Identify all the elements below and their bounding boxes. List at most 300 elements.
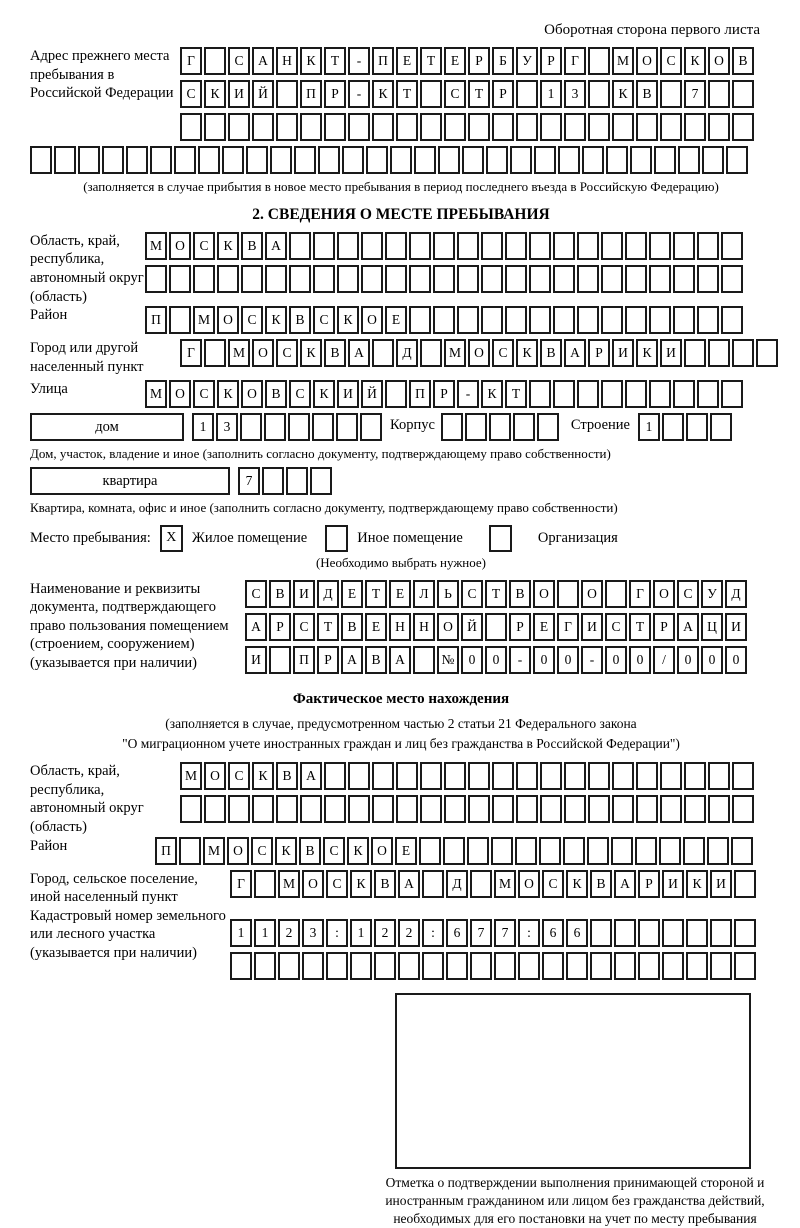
char-box[interactable]: О <box>653 580 675 608</box>
char-box[interactable] <box>707 837 729 865</box>
char-box[interactable]: К <box>265 306 287 334</box>
char-box[interactable]: М <box>444 339 466 367</box>
char-box[interactable] <box>492 762 514 790</box>
char-box[interactable] <box>390 146 412 174</box>
char-box[interactable]: Й <box>461 613 483 641</box>
char-box[interactable] <box>563 837 585 865</box>
stay-option-organization-checkbox[interactable] <box>489 525 512 552</box>
char-box[interactable] <box>302 952 324 980</box>
char-box[interactable]: № <box>437 646 459 674</box>
char-box[interactable] <box>625 306 647 334</box>
char-box[interactable]: О <box>581 580 603 608</box>
char-box[interactable]: - <box>581 646 603 674</box>
char-box[interactable] <box>414 146 436 174</box>
char-box[interactable] <box>588 762 610 790</box>
char-box[interactable]: Й <box>252 80 274 108</box>
char-box[interactable] <box>529 306 551 334</box>
char-box[interactable] <box>150 146 172 174</box>
char-box[interactable] <box>457 265 479 293</box>
char-box[interactable]: Т <box>396 80 418 108</box>
char-box[interactable] <box>605 580 627 608</box>
char-box[interactable] <box>732 113 754 141</box>
char-box[interactable] <box>588 80 610 108</box>
char-box[interactable] <box>708 762 730 790</box>
char-box[interactable] <box>324 113 346 141</box>
char-box[interactable]: О <box>708 47 730 75</box>
char-box[interactable]: А <box>300 762 322 790</box>
char-box[interactable]: 0 <box>461 646 483 674</box>
char-box[interactable] <box>492 113 514 141</box>
char-box[interactable]: В <box>509 580 531 608</box>
char-box[interactable] <box>193 265 215 293</box>
char-box[interactable]: А <box>341 646 363 674</box>
char-box[interactable]: К <box>313 380 335 408</box>
char-box[interactable]: 0 <box>485 646 507 674</box>
char-box[interactable] <box>241 265 263 293</box>
char-box[interactable]: К <box>217 232 239 260</box>
char-box[interactable]: Е <box>395 837 417 865</box>
char-box[interactable] <box>300 113 322 141</box>
char-box[interactable] <box>254 870 276 898</box>
char-box[interactable] <box>372 762 394 790</box>
char-box[interactable]: С <box>251 837 273 865</box>
char-box[interactable]: Р <box>588 339 610 367</box>
char-box[interactable] <box>553 380 575 408</box>
char-box[interactable] <box>240 413 262 441</box>
char-box[interactable] <box>289 265 311 293</box>
char-box[interactable] <box>673 306 695 334</box>
char-box[interactable] <box>515 837 537 865</box>
char-box[interactable] <box>361 232 383 260</box>
char-box[interactable]: Т <box>468 80 490 108</box>
char-box[interactable] <box>470 870 492 898</box>
char-box[interactable]: О <box>204 762 226 790</box>
char-box[interactable] <box>470 952 492 980</box>
char-box[interactable]: - <box>457 380 479 408</box>
char-box[interactable] <box>228 795 250 823</box>
char-box[interactable] <box>686 919 708 947</box>
char-box[interactable]: О <box>227 837 249 865</box>
char-box[interactable] <box>721 306 743 334</box>
char-box[interactable]: С <box>241 306 263 334</box>
char-box[interactable]: М <box>145 232 167 260</box>
char-box[interactable]: М <box>228 339 250 367</box>
char-box[interactable]: С <box>293 613 315 641</box>
char-box[interactable] <box>204 339 226 367</box>
char-box[interactable] <box>683 837 705 865</box>
char-box[interactable] <box>686 952 708 980</box>
char-box[interactable] <box>465 413 487 441</box>
char-box[interactable]: В <box>636 80 658 108</box>
char-box[interactable]: К <box>337 306 359 334</box>
char-box[interactable]: Р <box>492 80 514 108</box>
char-box[interactable]: / <box>653 646 675 674</box>
char-box[interactable]: Р <box>468 47 490 75</box>
char-box[interactable] <box>756 339 778 367</box>
char-box[interactable] <box>542 952 564 980</box>
char-box[interactable] <box>601 265 623 293</box>
char-box[interactable] <box>409 232 431 260</box>
char-box[interactable] <box>505 232 527 260</box>
char-box[interactable]: К <box>300 339 322 367</box>
char-box[interactable]: Р <box>433 380 455 408</box>
char-box[interactable]: К <box>636 339 658 367</box>
char-box[interactable]: 1 <box>638 413 660 441</box>
char-box[interactable]: 0 <box>533 646 555 674</box>
char-box[interactable] <box>539 837 561 865</box>
char-box[interactable] <box>721 380 743 408</box>
char-box[interactable] <box>468 113 490 141</box>
char-box[interactable]: В <box>276 762 298 790</box>
char-box[interactable]: А <box>245 613 267 641</box>
char-box[interactable] <box>288 413 310 441</box>
char-box[interactable]: Г <box>180 339 202 367</box>
char-box[interactable]: И <box>662 870 684 898</box>
char-box[interactable] <box>649 232 671 260</box>
char-box[interactable]: : <box>518 919 540 947</box>
char-box[interactable] <box>324 795 346 823</box>
char-box[interactable]: С <box>245 580 267 608</box>
char-box[interactable]: Н <box>276 47 298 75</box>
char-box[interactable]: 3 <box>564 80 586 108</box>
char-box[interactable] <box>413 646 435 674</box>
char-box[interactable] <box>262 467 284 495</box>
char-box[interactable] <box>708 339 730 367</box>
char-box[interactable] <box>348 795 370 823</box>
char-box[interactable]: - <box>348 47 370 75</box>
char-box[interactable] <box>612 762 634 790</box>
char-box[interactable] <box>204 47 226 75</box>
char-box[interactable] <box>636 762 658 790</box>
char-box[interactable]: С <box>313 306 335 334</box>
char-box[interactable] <box>516 113 538 141</box>
char-box[interactable]: С <box>677 580 699 608</box>
char-box[interactable] <box>318 146 340 174</box>
char-box[interactable]: Т <box>505 380 527 408</box>
char-box[interactable]: 1 <box>230 919 252 947</box>
char-box[interactable]: 0 <box>725 646 747 674</box>
char-box[interactable]: В <box>590 870 612 898</box>
char-box[interactable] <box>625 232 647 260</box>
stay-option-residential-checkbox[interactable]: X <box>160 525 183 552</box>
char-box[interactable] <box>489 413 511 441</box>
char-box[interactable] <box>494 952 516 980</box>
char-box[interactable] <box>30 146 52 174</box>
char-box[interactable]: О <box>169 232 191 260</box>
char-box[interactable] <box>326 952 348 980</box>
char-box[interactable]: К <box>686 870 708 898</box>
char-box[interactable] <box>540 762 562 790</box>
char-box[interactable] <box>518 952 540 980</box>
char-box[interactable] <box>180 113 202 141</box>
char-box[interactable] <box>385 232 407 260</box>
char-box[interactable]: Е <box>341 580 363 608</box>
char-box[interactable] <box>516 762 538 790</box>
char-box[interactable]: Р <box>653 613 675 641</box>
char-box[interactable] <box>630 146 652 174</box>
char-box[interactable] <box>516 795 538 823</box>
char-box[interactable]: С <box>276 339 298 367</box>
char-box[interactable] <box>588 47 610 75</box>
char-box[interactable]: Р <box>638 870 660 898</box>
char-box[interactable]: Р <box>540 47 562 75</box>
char-box[interactable]: А <box>614 870 636 898</box>
char-box[interactable]: Г <box>230 870 252 898</box>
char-box[interactable] <box>372 339 394 367</box>
char-box[interactable] <box>420 80 442 108</box>
char-box[interactable] <box>444 795 466 823</box>
char-box[interactable] <box>270 146 292 174</box>
char-box[interactable]: П <box>145 306 167 334</box>
char-box[interactable]: 0 <box>629 646 651 674</box>
char-box[interactable]: Г <box>557 613 579 641</box>
char-box[interactable]: С <box>193 380 215 408</box>
char-box[interactable] <box>553 306 575 334</box>
char-box[interactable] <box>374 952 396 980</box>
char-box[interactable] <box>342 146 364 174</box>
char-box[interactable]: Р <box>509 613 531 641</box>
char-box[interactable] <box>587 837 609 865</box>
char-box[interactable]: В <box>299 837 321 865</box>
char-box[interactable] <box>419 837 441 865</box>
char-box[interactable] <box>217 265 239 293</box>
char-box[interactable] <box>601 232 623 260</box>
char-box[interactable]: В <box>269 580 291 608</box>
char-box[interactable] <box>582 146 604 174</box>
char-box[interactable]: Д <box>317 580 339 608</box>
char-box[interactable] <box>577 265 599 293</box>
char-box[interactable] <box>684 762 706 790</box>
char-box[interactable]: И <box>725 613 747 641</box>
char-box[interactable]: И <box>245 646 267 674</box>
char-box[interactable] <box>420 339 442 367</box>
char-box[interactable]: 6 <box>542 919 564 947</box>
char-box[interactable]: В <box>540 339 562 367</box>
char-box[interactable]: 6 <box>566 919 588 947</box>
char-box[interactable] <box>660 795 682 823</box>
char-box[interactable]: Л <box>413 580 435 608</box>
char-box[interactable] <box>433 265 455 293</box>
char-box[interactable]: К <box>566 870 588 898</box>
char-box[interactable] <box>481 232 503 260</box>
char-box[interactable]: Т <box>420 47 442 75</box>
char-box[interactable]: С <box>228 762 250 790</box>
char-box[interactable]: У <box>701 580 723 608</box>
char-box[interactable] <box>601 380 623 408</box>
char-box[interactable] <box>505 265 527 293</box>
char-box[interactable] <box>300 795 322 823</box>
char-box[interactable]: М <box>612 47 634 75</box>
char-box[interactable] <box>577 380 599 408</box>
char-box[interactable]: П <box>409 380 431 408</box>
char-box[interactable]: О <box>437 613 459 641</box>
char-box[interactable] <box>286 467 308 495</box>
char-box[interactable]: Г <box>629 580 651 608</box>
char-box[interactable] <box>513 413 535 441</box>
stay-option-other-checkbox[interactable] <box>325 525 348 552</box>
char-box[interactable]: В <box>289 306 311 334</box>
char-box[interactable]: В <box>732 47 754 75</box>
char-box[interactable] <box>557 580 579 608</box>
char-box[interactable] <box>462 146 484 174</box>
char-box[interactable]: Т <box>324 47 346 75</box>
char-box[interactable] <box>361 265 383 293</box>
char-box[interactable]: 0 <box>605 646 627 674</box>
char-box[interactable] <box>577 232 599 260</box>
char-box[interactable] <box>721 232 743 260</box>
char-box[interactable] <box>673 265 695 293</box>
char-box[interactable] <box>254 952 276 980</box>
char-box[interactable]: 7 <box>494 919 516 947</box>
char-box[interactable]: К <box>612 80 634 108</box>
char-box[interactable] <box>198 146 220 174</box>
char-box[interactable]: С <box>193 232 215 260</box>
char-box[interactable] <box>145 265 167 293</box>
char-box[interactable] <box>468 762 490 790</box>
char-box[interactable]: Р <box>317 646 339 674</box>
char-box[interactable]: Т <box>485 580 507 608</box>
char-box[interactable]: 3 <box>302 919 324 947</box>
char-box[interactable] <box>588 795 610 823</box>
char-box[interactable]: В <box>374 870 396 898</box>
char-box[interactable] <box>612 113 634 141</box>
char-box[interactable]: Г <box>180 47 202 75</box>
char-box[interactable]: И <box>581 613 603 641</box>
char-box[interactable] <box>350 952 372 980</box>
char-box[interactable] <box>294 146 316 174</box>
char-box[interactable]: 0 <box>701 646 723 674</box>
char-box[interactable] <box>265 265 287 293</box>
char-box[interactable]: Д <box>446 870 468 898</box>
char-box[interactable] <box>529 380 551 408</box>
char-box[interactable] <box>337 265 359 293</box>
char-box[interactable]: С <box>289 380 311 408</box>
char-box[interactable] <box>660 762 682 790</box>
char-box[interactable] <box>510 146 532 174</box>
char-box[interactable] <box>601 306 623 334</box>
char-box[interactable] <box>312 413 334 441</box>
char-box[interactable] <box>443 837 465 865</box>
char-box[interactable] <box>710 952 732 980</box>
char-box[interactable]: А <box>677 613 699 641</box>
char-box[interactable]: И <box>612 339 634 367</box>
char-box[interactable]: К <box>217 380 239 408</box>
char-box[interactable] <box>422 870 444 898</box>
char-box[interactable]: А <box>252 47 274 75</box>
char-box[interactable]: К <box>684 47 706 75</box>
char-box[interactable] <box>734 952 756 980</box>
char-box[interactable] <box>702 146 724 174</box>
char-box[interactable]: О <box>468 339 490 367</box>
char-box[interactable] <box>438 146 460 174</box>
char-box[interactable] <box>422 952 444 980</box>
char-box[interactable] <box>444 762 466 790</box>
char-box[interactable]: 1 <box>540 80 562 108</box>
char-box[interactable]: П <box>155 837 177 865</box>
char-box[interactable] <box>169 306 191 334</box>
char-box[interactable] <box>564 113 586 141</box>
char-box[interactable] <box>409 265 431 293</box>
char-box[interactable] <box>485 613 507 641</box>
char-box[interactable]: Й <box>361 380 383 408</box>
char-box[interactable] <box>481 306 503 334</box>
char-box[interactable] <box>180 795 202 823</box>
char-box[interactable]: М <box>203 837 225 865</box>
char-box[interactable]: К <box>372 80 394 108</box>
char-box[interactable] <box>564 795 586 823</box>
char-box[interactable]: : <box>422 919 444 947</box>
char-box[interactable] <box>564 762 586 790</box>
char-box[interactable] <box>673 380 695 408</box>
char-box[interactable] <box>179 837 201 865</box>
char-box[interactable]: А <box>348 339 370 367</box>
char-box[interactable] <box>577 306 599 334</box>
char-box[interactable]: А <box>265 232 287 260</box>
char-box[interactable]: 1 <box>350 919 372 947</box>
char-box[interactable]: М <box>494 870 516 898</box>
char-box[interactable] <box>398 952 420 980</box>
char-box[interactable] <box>441 413 463 441</box>
char-box[interactable]: И <box>228 80 250 108</box>
char-box[interactable]: В <box>241 232 263 260</box>
char-box[interactable]: К <box>516 339 538 367</box>
char-box[interactable]: К <box>481 380 503 408</box>
char-box[interactable]: М <box>180 762 202 790</box>
char-box[interactable] <box>336 413 358 441</box>
char-box[interactable]: Б <box>492 47 514 75</box>
char-box[interactable] <box>625 380 647 408</box>
char-box[interactable] <box>638 952 660 980</box>
char-box[interactable]: К <box>275 837 297 865</box>
char-box[interactable] <box>446 952 468 980</box>
char-box[interactable] <box>289 232 311 260</box>
char-box[interactable] <box>614 919 636 947</box>
char-box[interactable] <box>204 113 226 141</box>
char-box[interactable] <box>516 80 538 108</box>
char-box[interactable]: И <box>337 380 359 408</box>
char-box[interactable] <box>372 795 394 823</box>
char-box[interactable]: П <box>300 80 322 108</box>
char-box[interactable] <box>684 113 706 141</box>
char-box[interactable] <box>396 795 418 823</box>
char-box[interactable]: С <box>461 580 483 608</box>
char-box[interactable] <box>662 952 684 980</box>
char-box[interactable] <box>269 646 291 674</box>
char-box[interactable] <box>734 919 756 947</box>
char-box[interactable] <box>710 413 732 441</box>
char-box[interactable] <box>659 837 681 865</box>
char-box[interactable]: О <box>636 47 658 75</box>
char-box[interactable] <box>348 113 370 141</box>
char-box[interactable]: О <box>241 380 263 408</box>
char-box[interactable]: Т <box>317 613 339 641</box>
char-box[interactable] <box>708 795 730 823</box>
char-box[interactable] <box>252 795 274 823</box>
char-box[interactable]: О <box>518 870 540 898</box>
char-box[interactable] <box>721 265 743 293</box>
char-box[interactable] <box>660 113 682 141</box>
char-box[interactable] <box>126 146 148 174</box>
char-box[interactable]: Н <box>413 613 435 641</box>
char-box[interactable] <box>486 146 508 174</box>
char-box[interactable] <box>697 232 719 260</box>
char-box[interactable]: О <box>533 580 555 608</box>
char-box[interactable] <box>662 413 684 441</box>
char-box[interactable]: В <box>265 380 287 408</box>
char-box[interactable]: Д <box>725 580 747 608</box>
char-box[interactable] <box>278 952 300 980</box>
char-box[interactable] <box>457 306 479 334</box>
